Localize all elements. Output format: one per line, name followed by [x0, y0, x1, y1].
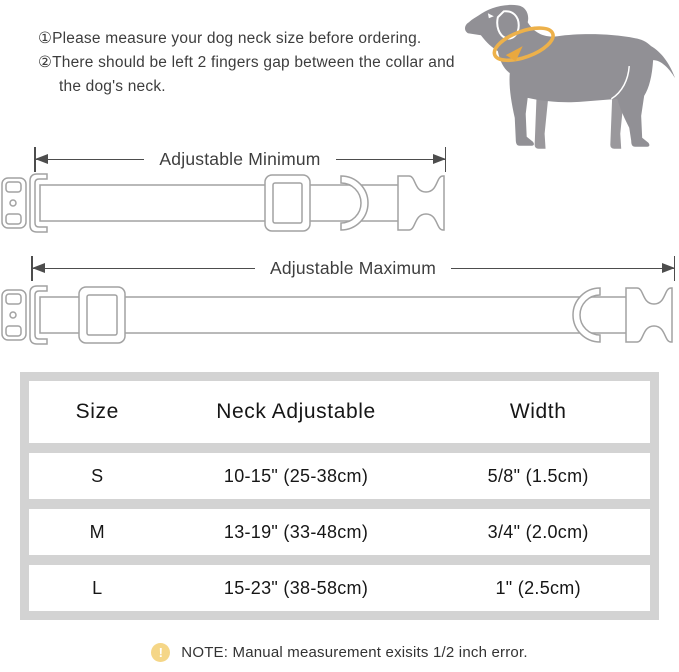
arrowhead-left-icon [35, 154, 48, 164]
metal-buckle-tab-bottom [6, 214, 21, 224]
collar-strap [40, 185, 400, 221]
cell-width: 5/8" (1.5cm) [487, 465, 589, 486]
cell-width: 1" (2.5cm) [495, 577, 581, 598]
cell-size: L [92, 577, 103, 598]
metal-buckle-hole [10, 200, 16, 206]
instruction-line-1 [38, 27, 463, 51]
cell-neck: 13-19" (33-48cm) [223, 521, 369, 542]
circled-number-2: ② [38, 54, 53, 71]
header-width: Width [509, 400, 567, 423]
dog-silhouette-svg [460, 2, 679, 160]
size-table [20, 372, 659, 620]
collar-maximum-illustration [0, 280, 679, 356]
tri-glide-slider-opening [87, 295, 117, 335]
arrowhead-left-icon [32, 263, 45, 273]
tri-glide-slider-opening [273, 183, 302, 223]
exclamation-circle-icon: ! [151, 643, 170, 662]
dimension-line-right [336, 159, 445, 160]
quick-release-buckle [626, 288, 672, 342]
note-text: NOTE: Manual measurement exisits 1/2 inch error. [181, 643, 528, 661]
arrowhead-right-icon [433, 154, 446, 164]
adjustable-maximum-label: Adjustable Maximum [269, 257, 437, 278]
cell-size: M [89, 521, 105, 542]
metal-buckle-tab-bottom [6, 326, 21, 336]
measuring-instructions [38, 27, 463, 99]
dog-far-front-leg [534, 94, 550, 150]
header-neck-adjustable: Neck Adjustable [216, 400, 376, 423]
table-row-l [29, 565, 650, 611]
size-table-header-row [29, 381, 650, 443]
arrowhead-right-icon [662, 263, 675, 273]
table-row-m [29, 509, 650, 555]
metal-buckle-tab-top [6, 182, 21, 192]
adjustable-maximum-dimension [31, 255, 675, 281]
dog-illustration [460, 2, 679, 160]
quick-release-buckle [398, 176, 444, 230]
collar-minimum-illustration [0, 168, 450, 244]
instruction-line-2 [38, 51, 463, 99]
collar-strap [40, 297, 632, 333]
metal-buckle-tab-top [6, 294, 21, 304]
dimension-line-left [33, 268, 255, 269]
cell-neck: 15-23" (38-58cm) [223, 577, 369, 598]
measurement-note [0, 639, 679, 665]
header-size: Size [75, 400, 119, 423]
dimension-line-right [451, 268, 673, 269]
metal-buckle-hole [10, 312, 16, 318]
table-row-s [29, 453, 650, 499]
instruction-text-1: Please measure your dog neck size before ordering. [52, 30, 422, 47]
instruction-text-2: There should be left 2 fingers gap between the collar and the dog's neck. [52, 54, 455, 95]
cell-neck: 10-15" (25-38cm) [223, 465, 369, 486]
cell-width: 3/4" (2.0cm) [487, 521, 589, 542]
circled-number-1: ① [38, 30, 53, 47]
adjustable-minimum-label: Adjustable Minimum [159, 148, 321, 169]
dimension-line-left [36, 159, 145, 160]
cell-size: S [91, 465, 104, 486]
